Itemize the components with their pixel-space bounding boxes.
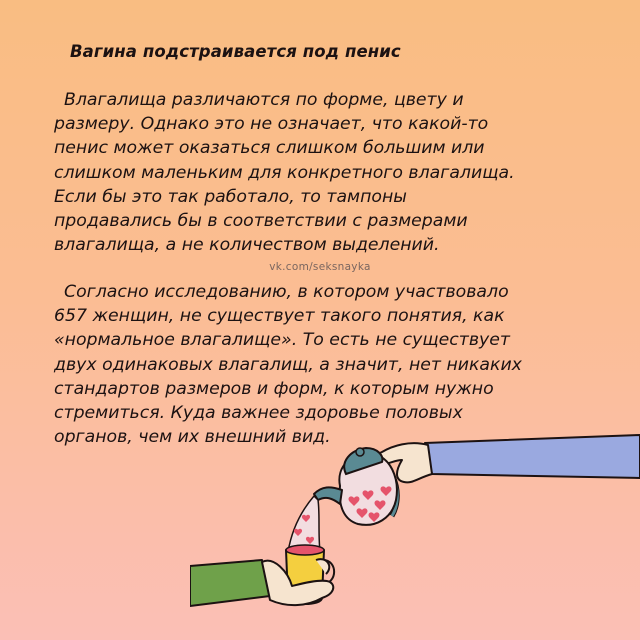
text-line: Влагалища различаются по форме, цвету и <box>64 90 464 110</box>
text-line: пенис может оказаться слишком большим или <box>54 138 485 159</box>
text-line: стремиться. Куда важнее здоровье половых <box>54 403 463 424</box>
text-line: 657 женщин, не существует такого понятия, как <box>54 306 505 327</box>
pour-stream <box>288 496 320 552</box>
sleeve-bottom <box>190 560 270 606</box>
text-line: продавались бы в соответствии с размерами <box>54 211 468 232</box>
page-title: Вагина подстраивается под пенис <box>70 42 401 61</box>
text-line: Согласно исследованию, в котором участвовало <box>64 282 509 302</box>
paragraph-vagina-variety <box>54 88 614 257</box>
text-line: влагалища, а не количеством выделений. <box>54 235 440 256</box>
teapot-pouring-hearts-into-cup-icon <box>190 430 640 640</box>
text-line: «нормальное влагалище». То есть не существует <box>54 330 510 351</box>
sleeve-top <box>425 435 640 478</box>
paragraph-study <box>54 280 614 449</box>
text-line: органов, чем их внешний вид. <box>54 427 331 448</box>
text-line: размеру. Однако это не означает, что какой-то <box>54 114 489 135</box>
watermark: vk.com/seksnayka <box>269 261 371 273</box>
text-line: стандартов размеров и форм, к которым нужно <box>54 378 494 399</box>
text-line: двух одинаковых влагалищ, а значит, нет никаких <box>54 354 522 375</box>
text-line: слишком маленьким для конкретного влагалища. <box>54 162 515 183</box>
text-line: Если бы это так работало, то тампоны <box>54 186 407 207</box>
